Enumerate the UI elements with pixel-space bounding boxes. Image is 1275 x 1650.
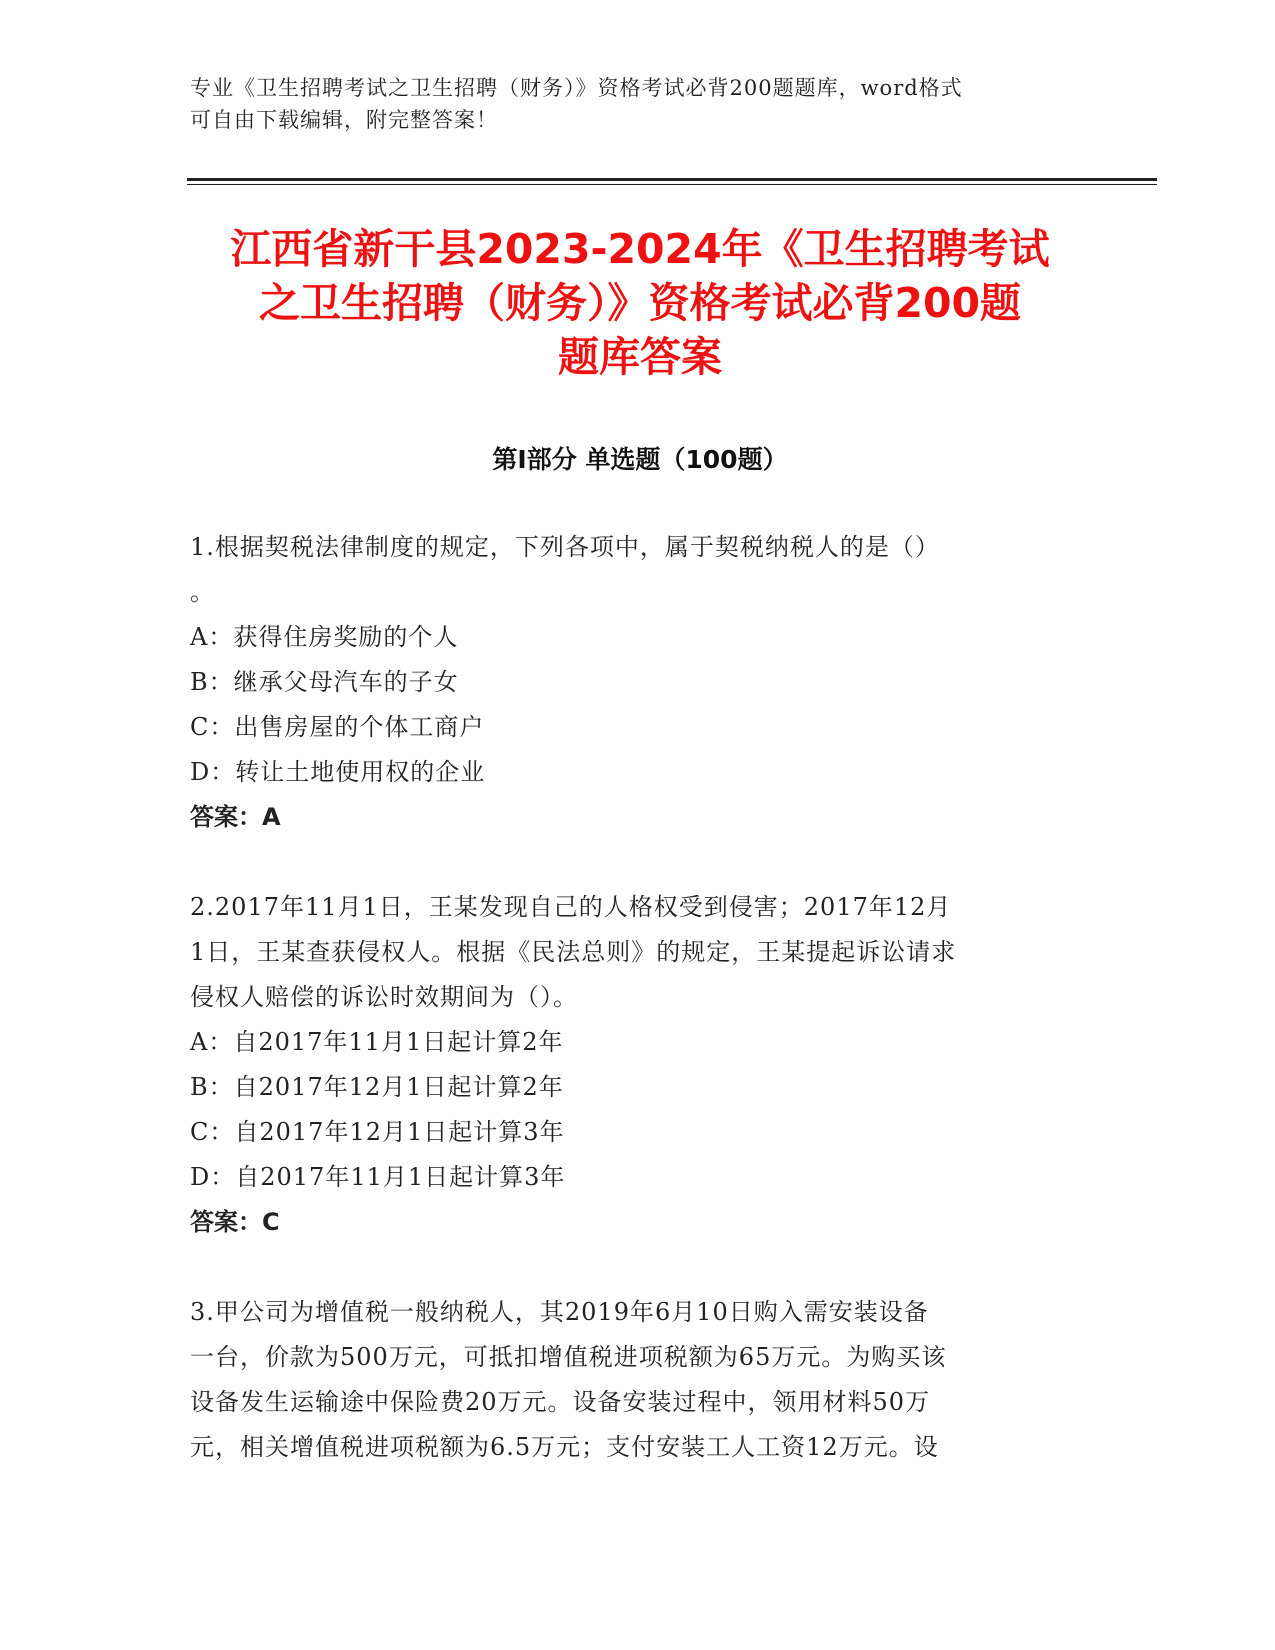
- option-d: D：转让土地使用权的企业: [190, 758, 486, 786]
- question-stem-line: 1.根据契税法律制度的规定，下列各项中，属于契税纳税人的是（）: [190, 533, 940, 561]
- header-divider-thin: [187, 184, 1157, 185]
- question-stem-line: 元，相关增值税进项税额为6.5万元；支付安装工人工资12万元。设: [190, 1433, 939, 1461]
- document-title: [140, 222, 1140, 384]
- title-line: 题库答案: [558, 333, 722, 381]
- option-a: A：获得住房奖励的个人: [190, 623, 459, 651]
- question-1: [190, 525, 1120, 840]
- question-stem-line: 2.2017年11月1日，王某发现自己的人格权受到侵害；2017年12月: [190, 893, 952, 921]
- question-stem-line: 设备发生运输途中保险费20万元。设备安装过程中，领用材料50万: [190, 1388, 931, 1416]
- question-2: [190, 885, 1120, 1245]
- section-title: 第Ⅰ部分 单选题（100题）: [492, 445, 788, 474]
- header-note-line: 专业《卫生招聘考试之卫生招聘（财务）》资格考试必背200题题库，word格式: [190, 76, 963, 100]
- question-stem-line: 1日，王某查获侵权人。根据《民法总则》的规定，王某提起诉讼请求: [190, 938, 957, 966]
- option-a: A：自2017年11月1日起计算2年: [190, 1028, 564, 1056]
- header-note: [190, 72, 1090, 136]
- question-stem-line: 侵权人赔偿的诉讼时效期间为（）。: [190, 983, 578, 1011]
- header-divider-thick: [187, 178, 1157, 181]
- title-line: 之卫生招聘（财务）》资格考试必背200题: [258, 279, 1022, 327]
- option-c: C：自2017年12月1日起计算3年: [190, 1118, 565, 1146]
- question-stem-line: 一台，价款为500万元，可抵扣增值税进项税额为65万元。为购买该: [190, 1343, 947, 1371]
- option-c: C：出售房屋的个体工商户: [190, 713, 485, 741]
- answer: 答案：C: [190, 1208, 280, 1236]
- title-line: 江西省新干县2023-2024年《卫生招聘考试: [230, 225, 1050, 273]
- option-b: B：继承父母汽车的子女: [190, 668, 459, 696]
- question-stem-line: 。: [190, 578, 215, 606]
- option-b: B：自2017年12月1日起计算2年: [190, 1073, 564, 1101]
- option-d: D：自2017年11月1日起计算3年: [190, 1163, 566, 1191]
- question-3: [190, 1290, 1120, 1470]
- question-stem-line: 3.甲公司为增值税一般纳税人，其2019年6月10日购入需安装设备: [190, 1298, 929, 1326]
- header-note-line: 可自由下载编辑，附完整答案！: [190, 108, 498, 132]
- answer: 答案：A: [190, 803, 281, 831]
